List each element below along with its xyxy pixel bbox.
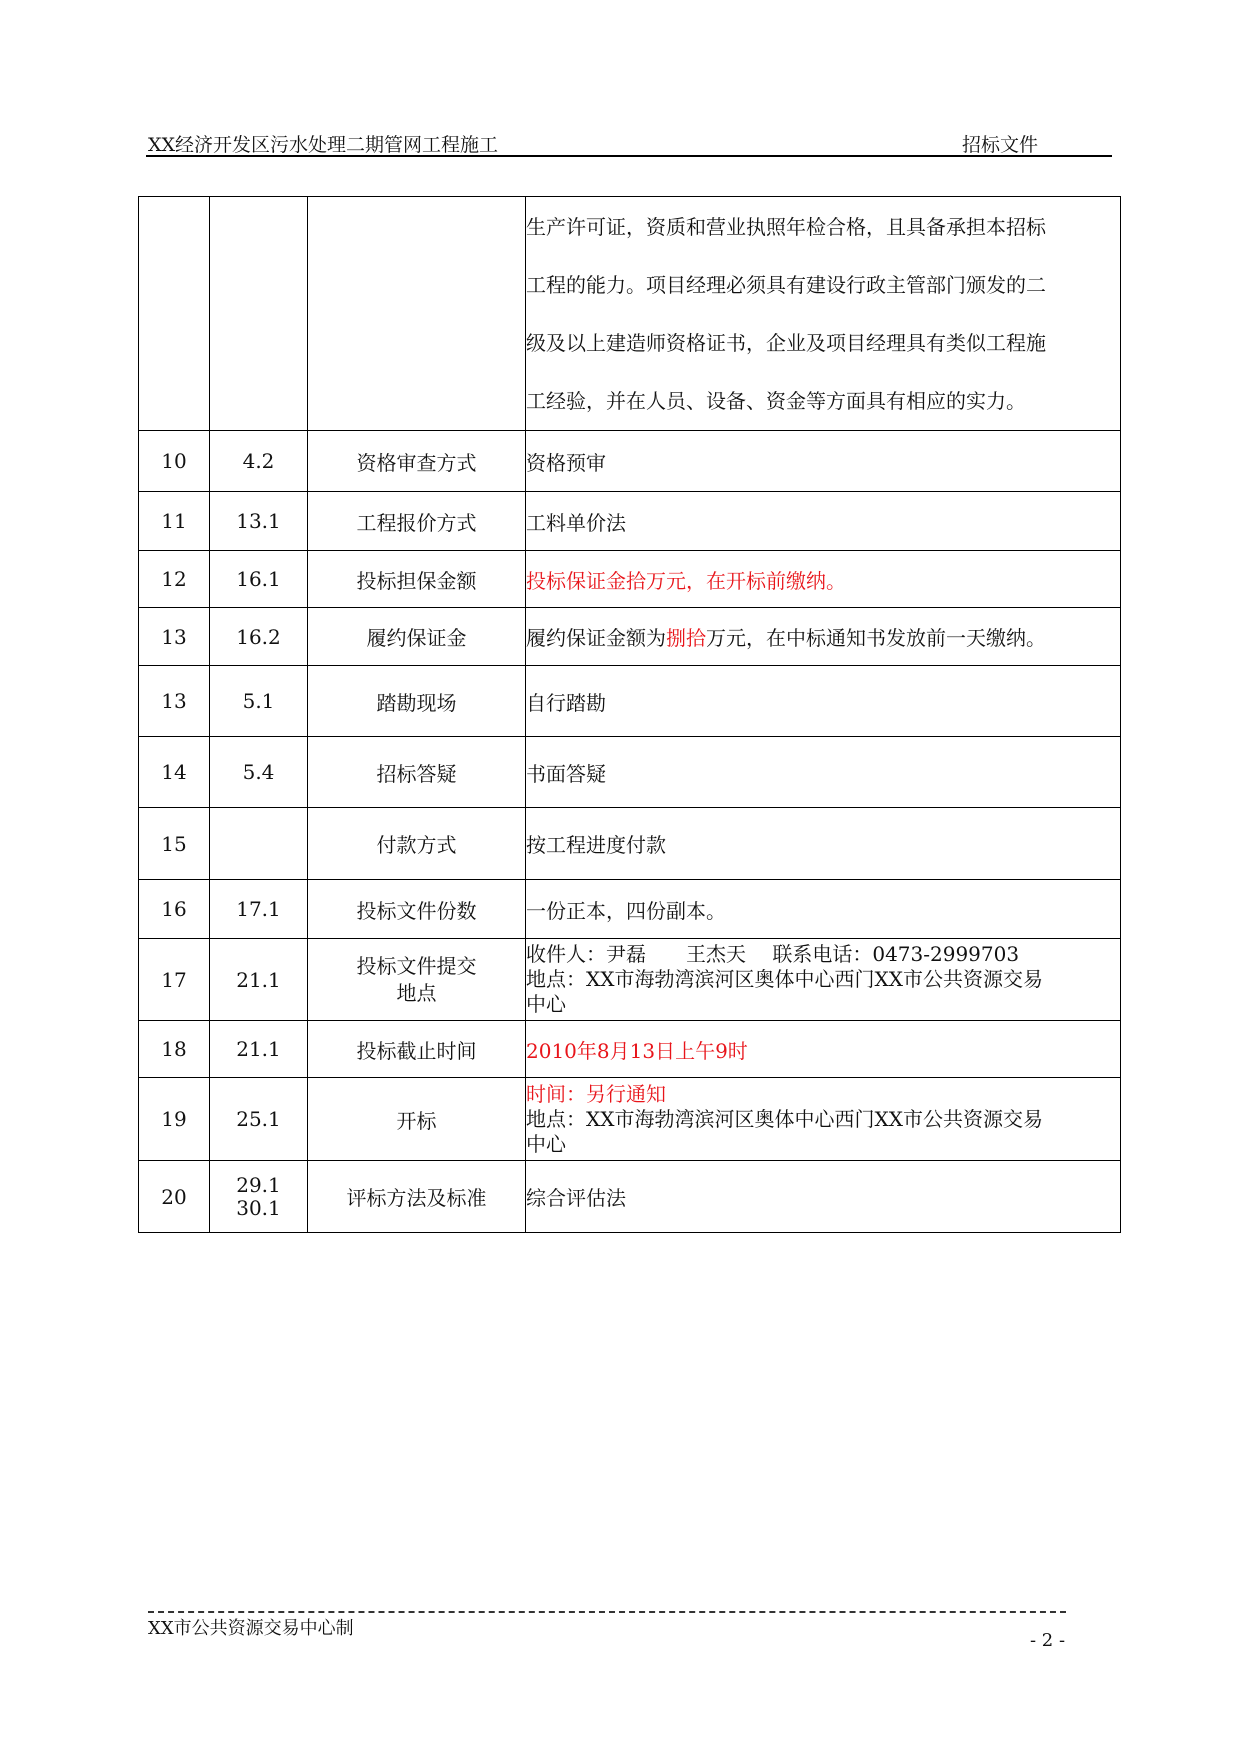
bid-bond-content: 投标保证金拾万元，在开标前缴纳。: [526, 551, 1121, 608]
requirement-line: 生产许可证，资质和营业执照年检合格，且具备承担本招标: [526, 214, 1046, 239]
deadline-content: 2010年8月13日上午9时: [526, 1021, 1121, 1078]
table-row: [139, 551, 1121, 608]
row-content: 一份正本，四份副本。: [526, 880, 1121, 939]
footer-rule: [148, 1611, 1066, 1613]
row-clause: 21.1: [210, 939, 308, 1021]
page-number: - 2 -: [1030, 1630, 1066, 1651]
row-number: 19: [139, 1078, 210, 1161]
table-row: [139, 666, 1121, 737]
table-row: [139, 1078, 1121, 1161]
row-clause: 16.2: [210, 608, 308, 666]
row-item: 投标担保金额: [308, 551, 526, 608]
requirement-line: 工经验，并在人员、设备、资金等方面具有相应的实力。: [526, 388, 1026, 413]
table-row: [139, 737, 1121, 808]
table-row: [139, 492, 1121, 551]
address-line: 地点：XX市海勃湾滨河区奥体中心西门XX市公共资源交易: [526, 1106, 1043, 1131]
address-line: 中心: [526, 992, 566, 1016]
row-number: [139, 197, 210, 431]
highlighted-amount: 捌拾: [666, 626, 706, 650]
row-item: 踏勘现场: [308, 666, 526, 737]
address-line: 地点：XX市海勃湾滨河区奥体中心西门XX市公共资源交易: [526, 967, 1043, 991]
row-number: 15: [139, 808, 210, 880]
clause-line: 29.1: [236, 1172, 281, 1197]
table-row: [139, 1021, 1121, 1078]
row-number: 16: [139, 880, 210, 939]
header-rule: [146, 155, 1112, 157]
row-content: 书面答疑: [526, 737, 1121, 808]
row-content: 工料单价法: [526, 492, 1121, 551]
submission-location-content: [526, 939, 1121, 1021]
row-clause: 5.4: [210, 737, 308, 808]
row-clause: 13.1: [210, 492, 308, 551]
row-number: 12: [139, 551, 210, 608]
row-content: 按工程进度付款: [526, 808, 1121, 880]
row-clause: 21.1: [210, 1021, 308, 1078]
address-line: 中心: [526, 1131, 566, 1156]
row-clause: [210, 197, 308, 431]
row-number: 10: [139, 431, 210, 492]
row-item: 履约保证金: [308, 608, 526, 666]
row-item: [308, 197, 526, 431]
table-row: [139, 1161, 1121, 1233]
table-row: [139, 880, 1121, 939]
qualification-requirement: [526, 197, 1121, 431]
bid-opening-content: [526, 1078, 1121, 1161]
row-number: 14: [139, 737, 210, 808]
row-number: 18: [139, 1021, 210, 1078]
row-item: 评标方法及标准: [308, 1161, 526, 1233]
table-row: [139, 197, 1121, 431]
row-item: 投标截止时间: [308, 1021, 526, 1078]
opening-time-line: 时间：另行通知: [526, 1081, 666, 1106]
row-number: 17: [139, 939, 210, 1021]
row-number: 13: [139, 666, 210, 737]
row-item: 招标答疑: [308, 737, 526, 808]
footer-issuer: XX市公共资源交易中心制: [148, 1618, 354, 1639]
table-row: [139, 608, 1121, 666]
table-row: [139, 808, 1121, 880]
row-clause: 4.2: [210, 431, 308, 492]
header-title: XX经济开发区污水处理二期管网工程施工: [148, 134, 499, 156]
item-line: 地点: [396, 980, 437, 1005]
row-number: 20: [139, 1161, 210, 1233]
requirement-line: 工程的能力。项目经理必须具有建设行政主管部门颁发的二: [526, 272, 1046, 297]
bid-data-table: [138, 196, 1121, 1233]
header-doc-type: 招标文件: [962, 134, 1039, 156]
clause-line: 30.1: [236, 1195, 281, 1220]
row-clause: 25.1: [210, 1078, 308, 1161]
table-row: [139, 431, 1121, 492]
performance-bond-content: [526, 608, 1121, 666]
row-clause: 16.1: [210, 551, 308, 608]
row-item: 资格审查方式: [308, 431, 526, 492]
row-clause: 17.1: [210, 880, 308, 939]
row-number: 11: [139, 492, 210, 551]
row-item: 工程报价方式: [308, 492, 526, 551]
row-item: 开标: [308, 1078, 526, 1161]
row-content: 自行踏勘: [526, 666, 1121, 737]
row-content: 综合评估法: [526, 1161, 1121, 1233]
row-clause: [210, 1161, 308, 1233]
item-line: 投标文件提交: [356, 953, 477, 978]
row-number: 13: [139, 608, 210, 666]
row-clause: [210, 808, 308, 880]
row-item: [308, 939, 526, 1021]
row-content: 资格预审: [526, 431, 1121, 492]
recipient-line: 收件人：尹磊 王杰天 联系电话：0473-2999703: [526, 942, 1020, 966]
table-row: [139, 939, 1121, 1021]
row-item: 付款方式: [308, 808, 526, 880]
row-item: 投标文件份数: [308, 880, 526, 939]
row-clause: 5.1: [210, 666, 308, 737]
content-text: 履约保证金额为: [526, 626, 666, 650]
content-text: 万元，在中标通知书发放前一天缴纳。: [706, 626, 1046, 650]
requirement-line: 级及以上建造师资格证书，企业及项目经理具有类似工程施: [526, 330, 1046, 355]
